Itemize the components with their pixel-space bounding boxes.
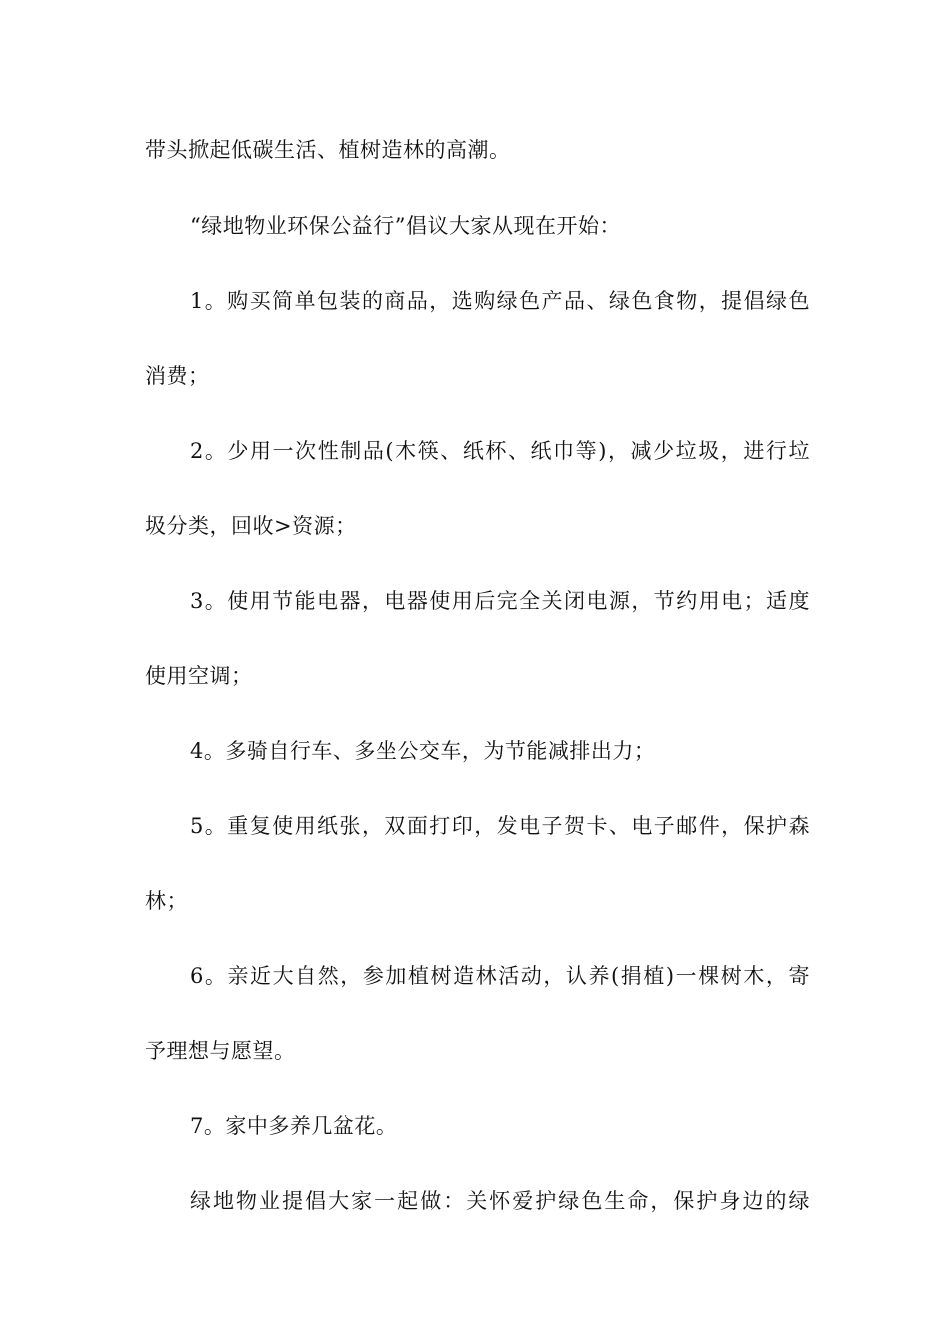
paragraph-initiative-heading: “绿地物业环保公益行”倡议大家从现在开始： [190, 214, 621, 238]
list-item-7: 7。家中多养几盆花。 [190, 1114, 398, 1138]
list-item-5-line-2: 林； [145, 889, 188, 913]
paragraph-intro-end: 带头掀起低碳生活、植树造林的高潮。 [145, 138, 511, 162]
list-item-5-line-1: 5。重复使用纸张，双面打印，发电子贺卡、电子邮件，保护森 [190, 814, 810, 838]
list-item-2-line-1: 2。少用一次性制品(木筷、纸杯、纸巾等)，减少垃圾，进行垃 [190, 439, 810, 463]
list-item-4: 4。多骑自行车、多坐公交车，为节能减排出力； [190, 739, 656, 763]
list-item-6-line-1: 6。亲近大自然，参加植树造林活动，认养(捐植)一棵树木，寄 [190, 964, 810, 988]
list-item-1-line-1: 1。购买简单包装的商品，选购绿色产品、绿色食物，提倡绿色 [190, 289, 810, 313]
list-item-6-line-2: 予理想与愿望。 [145, 1039, 296, 1063]
list-item-1-line-2: 消费； [145, 364, 210, 388]
list-item-3-line-2: 使用空调； [145, 664, 253, 688]
list-item-2-line-2: 圾分类，回收>资源； [145, 514, 357, 538]
paragraph-closing-start: 绿地物业提倡大家一起做：关怀爱护绿色生命，保护身边的绿 [190, 1189, 810, 1213]
list-item-3-line-1: 3。使用节能电器，电器使用后完全关闭电源，节约用电；适度 [190, 589, 810, 613]
